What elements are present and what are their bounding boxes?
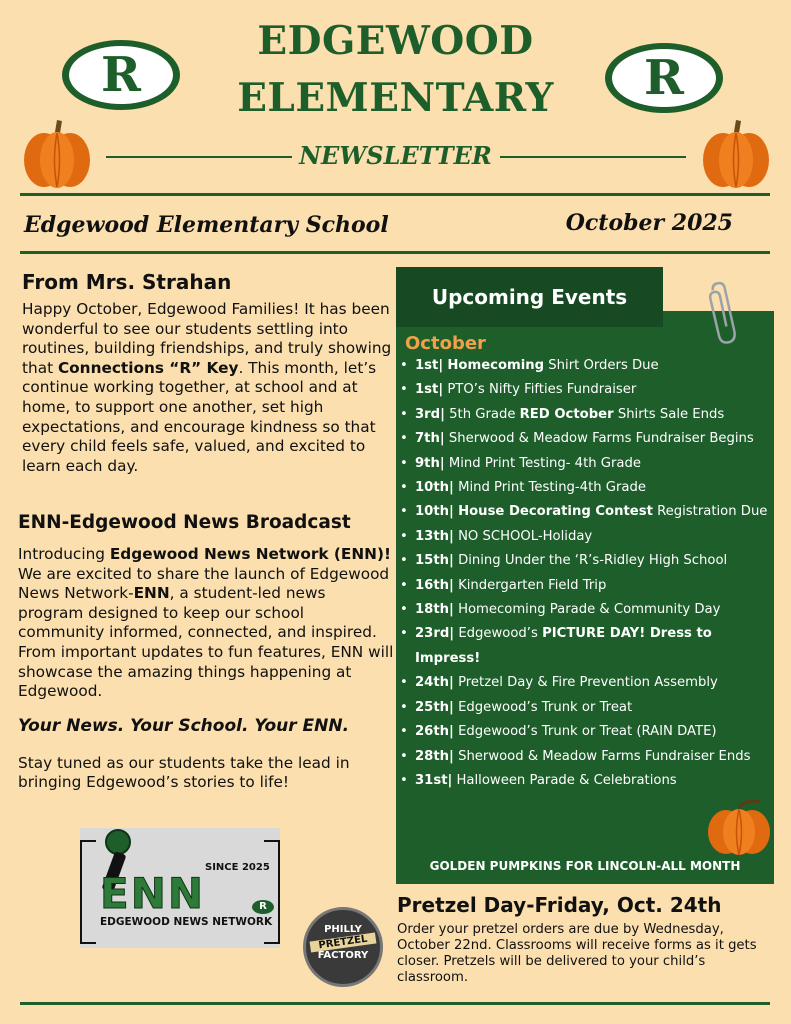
paperclip-icon xyxy=(707,281,737,347)
enn-heading: ENN-Edgewood News Broadcast xyxy=(18,512,351,533)
school-logo-right xyxy=(605,43,723,113)
enn-logo-word: ENN xyxy=(100,869,205,918)
school-name: Edgewood Elementary School xyxy=(24,212,389,238)
enn-closing: Stay tuned as our students take the lead in bringing Edgewood’s stories to life! xyxy=(18,753,350,792)
subtitle: NEWSLETTER xyxy=(299,141,492,170)
enn-section xyxy=(18,512,394,793)
enn-slogan: Your News. Your School. Your ENN. xyxy=(18,715,350,736)
title-line-2: ELEMENTARY xyxy=(237,75,554,121)
enn-logo xyxy=(80,828,280,948)
events-footer: GOLDEN PUMPKINS FOR LINCOLN-ALL MONTH xyxy=(429,859,741,873)
divider-top xyxy=(20,193,770,196)
event-item: • 10th| Mind Print Testing-4th Grade xyxy=(398,476,770,500)
event-item: • 28th| Sherwood & Meadow Farms Fundraiser Ends xyxy=(398,745,770,769)
event-item: • 23rd| Edgewood’s PICTURE DAY! Dress to Impress! xyxy=(398,622,770,671)
enn-intro: Introducing Edgewood News Network (ENN)! We are excited to share the launch of Edgewood News Network-ENN, a student-led news program designed to keep our school community informed, connected, and inspired. From important updates to fun features, ENN will showcase the amazing things happening at Edgewood. xyxy=(18,545,394,701)
event-item: • 16th| Kindergarten Field Trip xyxy=(398,574,770,598)
title-line-1: EDGEWOOD xyxy=(257,18,534,64)
event-item: • 9th| Mind Print Testing- 4th Grade xyxy=(398,452,770,476)
event-item: • 1st| Homecoming Shirt Orders Due xyxy=(398,354,770,378)
pretzel-logo-top: PHILLY xyxy=(324,924,362,935)
divider-bottom xyxy=(20,251,770,254)
principal-section xyxy=(22,270,394,476)
pumpkin-icon xyxy=(706,796,772,856)
event-item: • 15th| Dining Under the ‘R’s-Ridley High School xyxy=(398,549,770,573)
event-item: • 25th| Edgewood’s Trunk or Treat xyxy=(398,696,770,720)
event-item: • 7th| Sherwood & Meadow Farms Fundraiser Begins xyxy=(398,427,770,451)
event-item: • 3rd| 5th Grade RED October Shirts Sale Ends xyxy=(398,403,770,427)
event-item: • 24th| Pretzel Day & Fire Prevention Assembly xyxy=(398,671,770,695)
events-list xyxy=(398,354,770,793)
event-item: • 13th| NO SCHOOL-Holiday xyxy=(398,525,770,549)
events-month: October xyxy=(405,333,486,354)
event-item: • 31st| Halloween Parade & Celebrations xyxy=(398,769,770,793)
logo-letter: R xyxy=(101,47,141,103)
enn-logo-subtitle: EDGEWOOD NEWS NETWORK xyxy=(100,916,273,928)
logo-letter: R xyxy=(644,50,684,106)
principal-heading: From Mrs. Strahan xyxy=(22,270,232,294)
divider-footer xyxy=(20,1002,770,1005)
pretzel-text: Order your pretzel orders are due by Wednesday, October 22nd. Classrooms will receive forms as it gets closer. Pretzels will be delivered to your child’s classroom. xyxy=(397,922,757,985)
event-item: • 18th| Homecoming Parade & Community Day xyxy=(398,598,770,622)
principal-text: Happy October, Edgewood Families! It has been wonderful to see our students settling into routines, building friendships, and truly showing that Connections “R” Key. This month, let’s continue working together, at school and at home, to support one another, set high expectations, and encourage kindness so that every child feels safe, valued, and excited to learn each day. xyxy=(22,300,392,475)
newsletter-date: October 2025 xyxy=(565,210,733,236)
enn-logo-since: SINCE 2025 xyxy=(205,862,270,873)
pretzel-heading: Pretzel Day-Friday, Oct. 24th xyxy=(397,893,722,917)
pumpkin-icon xyxy=(22,118,92,190)
school-logo-left xyxy=(62,40,180,110)
pretzel-logo xyxy=(303,907,383,987)
pretzel-logo-bot: FACTORY xyxy=(317,950,369,961)
pretzel-logo-mid: PRETZEL xyxy=(310,932,377,952)
event-item: • 10th| House Decorating Contest Registration Due xyxy=(398,500,770,524)
events-heading: Upcoming Events xyxy=(396,267,663,327)
pumpkin-icon xyxy=(701,118,771,190)
enn-logo-badge: R xyxy=(252,900,274,914)
event-item: • 26th| Edgewood’s Trunk or Treat (RAIN DATE) xyxy=(398,720,770,744)
event-item: • 1st| PTO’s Nifty Fifties Fundraiser xyxy=(398,378,770,402)
